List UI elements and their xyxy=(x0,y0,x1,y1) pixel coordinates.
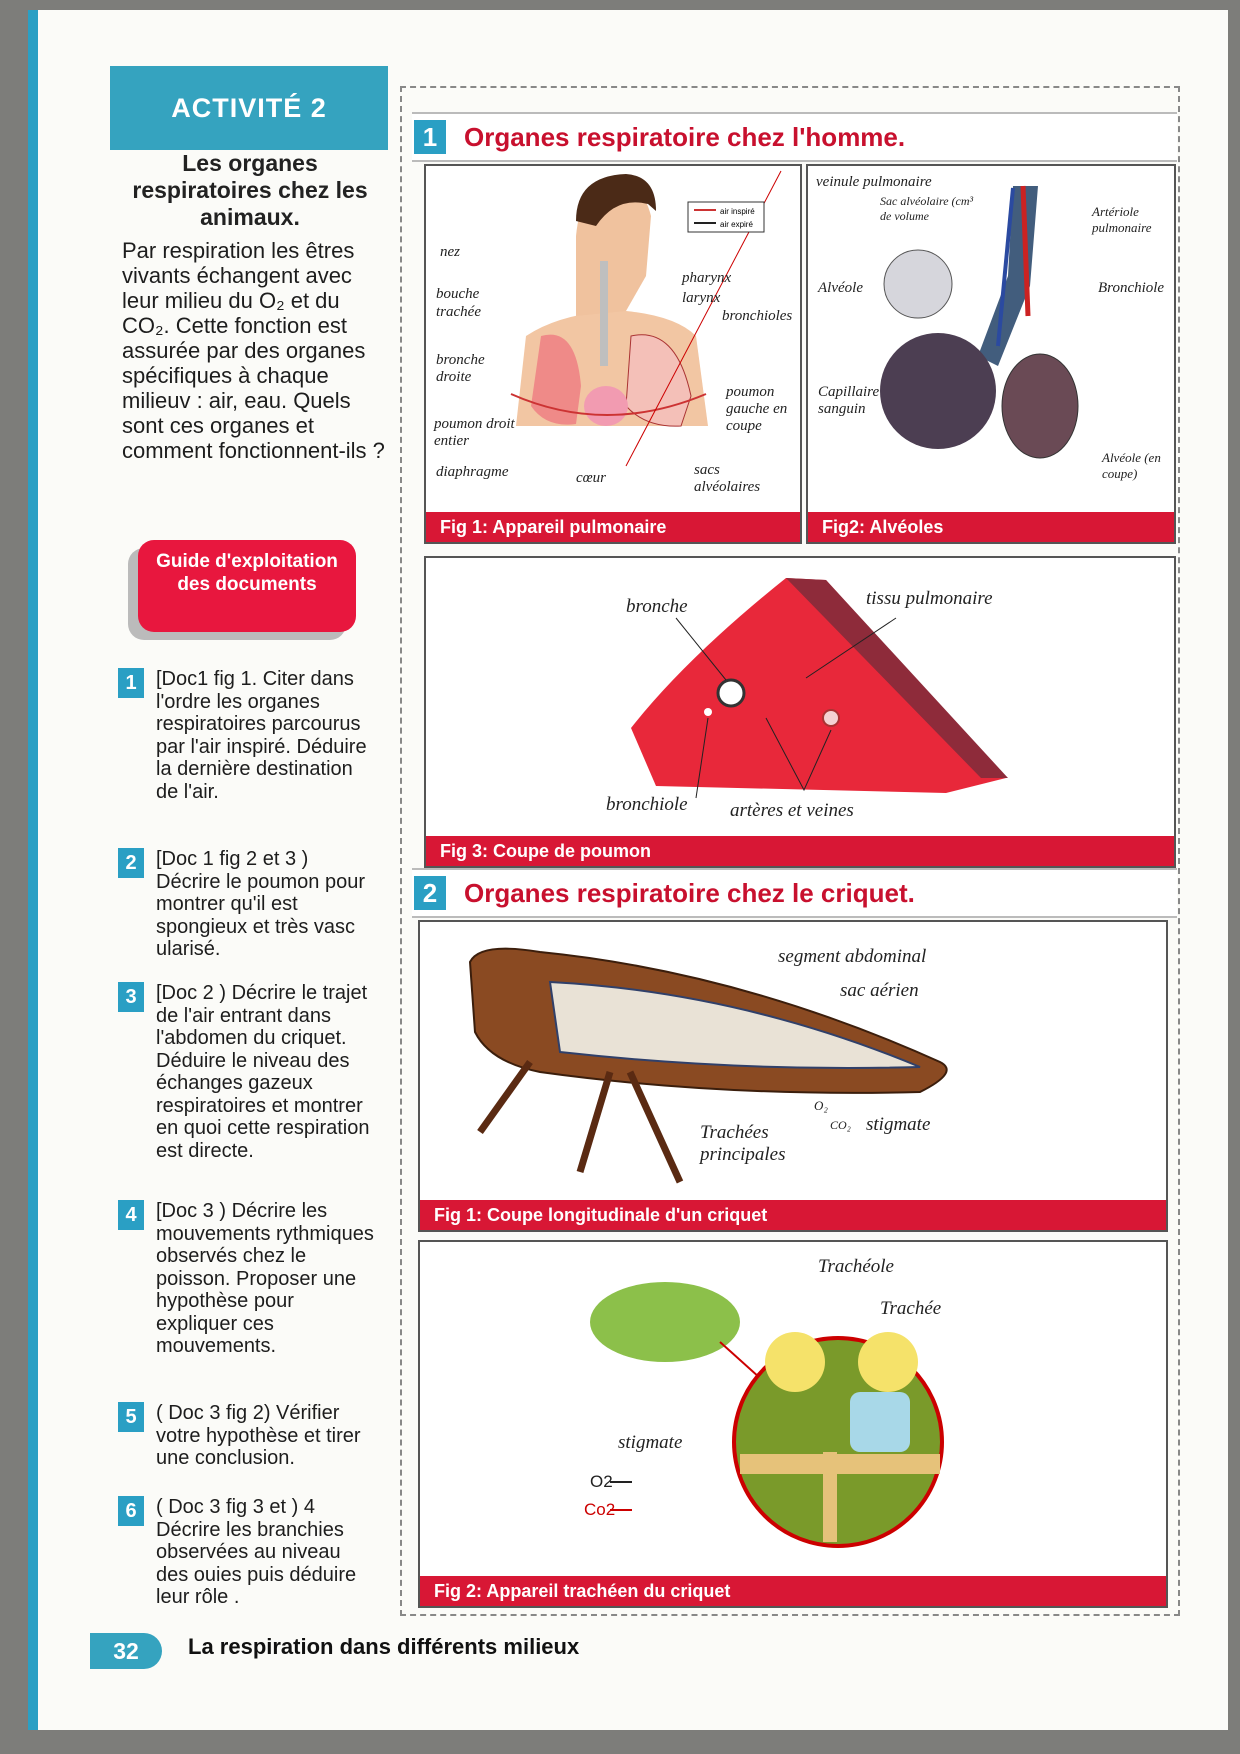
label-poumon-droit: poumon droit entier xyxy=(434,416,515,449)
label-trachee: Trachée xyxy=(880,1298,942,1319)
alveole-cluster-top xyxy=(884,250,952,318)
question-text: [Doc 3 ) Décrire les mouvements rythmiques observés chez le poisson. Proposer une hypothèse pour expliquer ces mouvements. xyxy=(156,1200,374,1357)
question-2 xyxy=(118,848,378,961)
fig3-caption: Fig 3: Coupe de poumon xyxy=(426,836,1174,866)
question-number: 1 xyxy=(118,668,144,698)
section-title: Organes respiratoire chez le criquet. xyxy=(464,878,915,908)
label-stigmate: stigmate xyxy=(866,1114,931,1135)
label-bronchiole: Bronchiole xyxy=(1098,280,1165,296)
fig-appareil-tracheen xyxy=(418,1240,1168,1608)
bronchiole-shape xyxy=(978,186,1038,366)
label-segment: segment abdominal xyxy=(778,946,927,967)
leg-front xyxy=(480,1062,530,1132)
label-co2: Co2 xyxy=(584,1500,616,1519)
leg-back xyxy=(630,1072,680,1182)
fig-coupe-criquet xyxy=(418,920,1168,1232)
section-number: 1 xyxy=(414,120,446,154)
question-text: [Doc 1 fig 2 et 3 ) Décrire le poumon pour montrer qu'il est spongieux et très vasc ularisé. xyxy=(156,848,365,960)
fig1-caption: Fig 1: Appareil pulmonaire xyxy=(426,512,800,542)
fig-coupe-poumon xyxy=(424,556,1176,868)
trachee-lumen xyxy=(850,1392,910,1452)
legend-inspire: air inspiré xyxy=(720,207,755,216)
guide-badge: Guide d'exploitation des documents xyxy=(138,540,356,632)
label-alveole-coupe: Alvéole (en coupe) xyxy=(1102,450,1161,481)
section-title: Organes respiratoire chez l'homme. xyxy=(464,122,906,152)
leg-middle xyxy=(580,1072,610,1172)
label-larynx: larynx xyxy=(682,290,721,306)
fig-appareil-pulmonaire xyxy=(424,164,802,544)
label-veinule: veinule pulmonaire xyxy=(816,174,932,190)
fig-alveoles xyxy=(806,164,1176,544)
heart-shape xyxy=(584,386,628,426)
question-1 xyxy=(118,668,378,803)
question-text: ( Doc 3 fig 3 et ) 4 Décrire les branchies observées au niveau des ouies puis déduire leur rôle . xyxy=(156,1496,357,1608)
tracheole-cell-right xyxy=(858,1332,918,1392)
section-number: 2 xyxy=(414,876,446,910)
intro-text: Par respiration les êtres vivants échangent avec leur milieu du O₂ et du CO₂. Cette fonction est assurée par des organes spécifiques à chaque milieuv : air, eau. Quels sont ces organes et comment fonctionnent-ils ? xyxy=(122,238,385,463)
label-sac: Sac alvéolaire (cm³ de volume xyxy=(880,194,974,223)
tracheole-cell-left xyxy=(765,1332,825,1392)
label-sac: sac aérien xyxy=(840,980,919,1001)
criquet-small xyxy=(590,1282,740,1362)
label-bronche: bronche xyxy=(626,596,688,617)
label-trachees: Trachées principales xyxy=(700,1122,786,1165)
page-number: 32 xyxy=(90,1633,162,1669)
question-5 xyxy=(118,1402,378,1470)
question-number: 5 xyxy=(118,1402,144,1432)
label-nez: nez xyxy=(440,244,460,260)
page-edge xyxy=(28,10,38,1730)
label-arteres: artères et veines xyxy=(730,800,854,821)
question-4 xyxy=(118,1200,378,1358)
label-capillaire: Capillaire sanguin xyxy=(818,384,880,417)
alveole-section xyxy=(1002,354,1078,458)
fig2-caption: Fig2: Alvéoles xyxy=(808,512,1174,542)
label-co2: CO₂ xyxy=(830,1118,851,1132)
question-number: 4 xyxy=(118,1200,144,1230)
label-alveole: Alvéole xyxy=(818,280,863,296)
label-o2: O2 xyxy=(590,1472,613,1491)
label-sacs: sacs alvéolaires xyxy=(694,462,761,495)
question-number: 3 xyxy=(118,982,144,1012)
section-2-header xyxy=(412,868,1177,918)
label-trachee: trachée xyxy=(436,304,481,320)
label-bronchioles: bronchioles xyxy=(722,308,793,324)
label-bronchiole: bronchiole xyxy=(606,794,688,815)
label-bouche: bouche xyxy=(436,286,480,302)
question-number: 2 xyxy=(118,848,144,878)
label-arteriole: Artériole pulmonaire xyxy=(1092,204,1152,235)
lungs-illustration xyxy=(426,166,800,512)
question-number: 6 xyxy=(118,1496,144,1526)
question-text: [Doc1 fig 1. Citer dans l'ordre les organes respiratoires parcourus par l'air inspiré. Déduire la dernière destination de l'air. xyxy=(156,668,367,803)
activity-title: Les organes respiratoires chez les animaux. xyxy=(132,150,368,230)
lung-section-illustration xyxy=(426,558,1174,838)
label-tracheole: Trachéole xyxy=(818,1256,894,1277)
legend-expire: air expiré xyxy=(720,220,753,229)
label-pharynx: pharynx xyxy=(682,270,732,286)
activity-label: ACTIVITÉ 2 xyxy=(110,66,388,150)
bronche-section xyxy=(718,680,744,706)
label-coeur: cœur xyxy=(576,470,606,486)
label-tissu: tissu pulmonaire xyxy=(866,588,993,609)
fig4-caption: Fig 1: Coupe longitudinale d'un criquet xyxy=(420,1200,1166,1230)
question-3 xyxy=(118,982,378,1162)
label-bronche: bronche droite xyxy=(436,352,485,385)
trachee-tube xyxy=(740,1454,940,1474)
vessel-section xyxy=(823,710,839,726)
fig5-caption: Fig 2: Appareil trachéen du criquet xyxy=(420,1576,1166,1606)
label-poumon-gauche: poumon gauche en coupe xyxy=(726,384,788,434)
question-text: [Doc 2 ) Décrire le trajet de l'air entrant dans l'abdomen du criquet. Déduire le niveau des échanges gazeux respiratoires et montrer en quoi cette respiration est directe. xyxy=(156,982,370,1162)
label-diaphragme: diaphragme xyxy=(436,464,509,480)
bronchiole-section xyxy=(704,708,712,716)
tracheal-illustration xyxy=(420,1242,1166,1578)
question-6 xyxy=(118,1496,378,1609)
section-1-header xyxy=(412,112,1177,162)
label-o2: O₂ xyxy=(814,1098,828,1113)
label-stigmate: stigmate xyxy=(618,1432,683,1453)
page-footer-title: La respiration dans différents milieux xyxy=(188,1634,580,1659)
question-text: ( Doc 3 fig 2) Vérifier votre hypothèse et tirer une conclusion. xyxy=(156,1402,361,1469)
